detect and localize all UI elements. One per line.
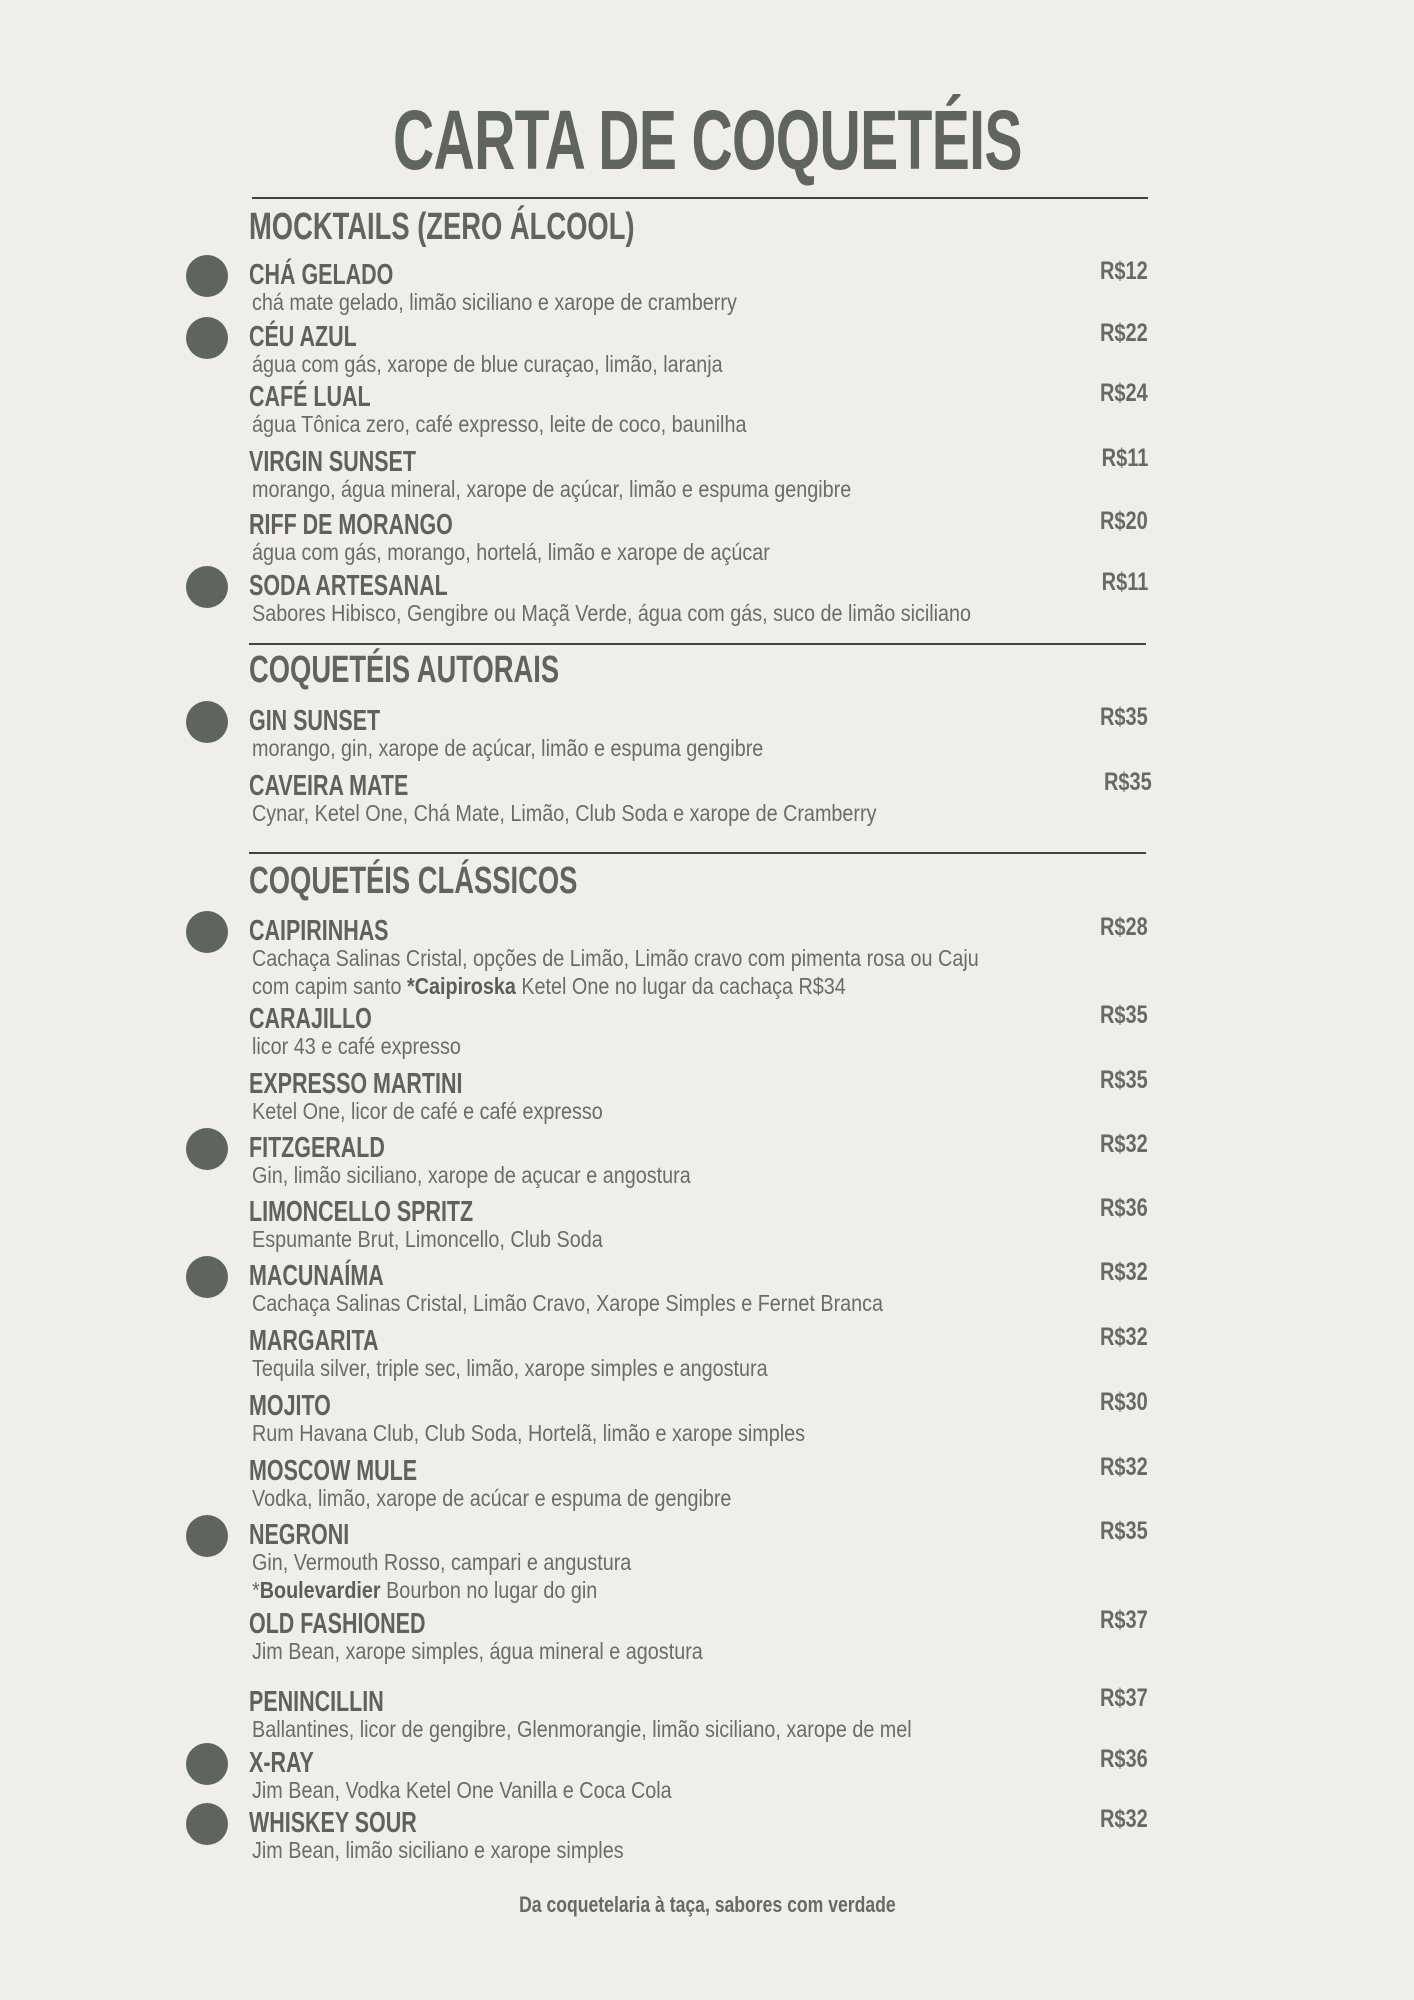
bullet-dot <box>186 1256 228 1298</box>
item-name: NEGRONI <box>249 1519 350 1551</box>
item-description <box>252 1035 461 1058</box>
item-price: R$35 <box>1100 703 1148 731</box>
section-title: COQUETÉIS CLÁSSICOS <box>249 860 578 902</box>
item-name: CHÁ GELADO <box>249 259 394 291</box>
item-description <box>252 1718 912 1741</box>
item-description <box>252 291 737 314</box>
item-name: LIMONCELLO SPRITZ <box>249 1196 474 1228</box>
item-description <box>252 1579 597 1602</box>
item-name: GIN SUNSET <box>249 705 381 737</box>
item-description <box>252 947 979 970</box>
description-text: Sabores Hibisco, Gengibre ou Maçã Verde, água com gás, suco de limão siciliano <box>252 600 972 626</box>
item-name: FITZGERALD <box>249 1132 385 1164</box>
description-text: licor 43 e café expresso <box>252 1033 461 1059</box>
item-price: R$11 <box>1101 568 1148 596</box>
description-text: chá mate gelado, limão siciliano e xarope de cramberry <box>252 289 737 315</box>
description-text: Cachaça Salinas Cristal, opções de Limão, Limão cravo com pimenta rosa ou Caju <box>252 945 979 971</box>
item-name: MARGARITA <box>249 1325 379 1357</box>
section-divider <box>249 852 1146 854</box>
item-name: CÉU AZUL <box>249 321 357 353</box>
item-description <box>252 1100 603 1123</box>
item-price: R$32 <box>1100 1805 1148 1833</box>
item-name: MOSCOW MULE <box>249 1455 418 1487</box>
description-highlight: *Caipiroska <box>407 973 516 999</box>
footer-text: Da coquetelaria à taça, sabores com verdade <box>518 1892 896 1917</box>
description-text: Ketel One no lugar da cachaça R$34 <box>515 973 846 999</box>
item-price: R$32 <box>1100 1130 1148 1158</box>
description-text: Cynar, Ketel One, Chá Mate, Limão, Club Soda e xarope de Cramberry <box>252 800 877 826</box>
description-text: Gin, Vermouth Rosso, campari e angustura <box>252 1549 632 1575</box>
item-price: R$32 <box>1100 1323 1148 1351</box>
item-description <box>252 541 770 564</box>
item-name: X-RAY <box>249 1747 314 1779</box>
description-text: Rum Havana Club, Club Soda, Hortelã, limão e xarope simples <box>252 1420 806 1446</box>
description-text: Vodka, limão, xarope de acúcar e espuma de gengibre <box>252 1485 732 1511</box>
bullet-dot <box>186 1128 228 1170</box>
item-price: R$30 <box>1100 1388 1148 1416</box>
bullet-dot <box>186 317 228 359</box>
item-description <box>252 1422 805 1445</box>
item-name: CAVEIRA MATE <box>249 770 409 802</box>
section-title: MOCKTAILS (ZERO ÁLCOOL) <box>249 206 635 248</box>
bullet-dot <box>186 1515 228 1557</box>
item-price: R$12 <box>1100 257 1148 285</box>
item-name: CAFÉ LUAL <box>249 381 371 413</box>
footer-tagline <box>0 1892 1414 1918</box>
description-text: Jim Bean, Vodka Ketel One Vanilla e Coca Cola <box>252 1777 672 1803</box>
description-text: com capim santo <box>252 973 408 999</box>
item-price: R$20 <box>1100 507 1148 535</box>
item-price: R$35 <box>1100 1517 1148 1545</box>
item-description <box>252 353 723 376</box>
item-price: R$32 <box>1100 1453 1148 1481</box>
description-text: morango, gin, xarope de açúcar, limão e espuma gengibre <box>252 735 764 761</box>
item-price: R$37 <box>1100 1684 1148 1712</box>
item-name: EXPRESSO MARTINI <box>249 1068 463 1100</box>
item-price: R$32 <box>1100 1258 1148 1286</box>
item-description <box>252 1779 672 1802</box>
item-description <box>252 1357 768 1380</box>
item-name: OLD FASHIONED <box>249 1608 426 1640</box>
item-description <box>252 1551 631 1574</box>
section-title: COQUETÉIS AUTORAIS <box>249 649 560 691</box>
description-text: Ketel One, licor de café e café expresso <box>252 1098 603 1124</box>
description-text: * <box>252 1577 260 1603</box>
item-description <box>252 413 746 436</box>
description-text: Cachaça Salinas Cristal, Limão Cravo, Xarope Simples e Fernet Branca <box>252 1290 884 1316</box>
item-price: R$35 <box>1100 1066 1148 1094</box>
description-text: água com gás, morango, hortelá, limão e xarope de açúcar <box>252 539 770 565</box>
bullet-dot <box>186 1743 228 1785</box>
item-description <box>252 975 846 998</box>
item-description <box>252 1487 731 1510</box>
item-name: CAIPIRINHAS <box>249 915 389 947</box>
item-price: R$24 <box>1100 379 1148 407</box>
bullet-dot <box>186 566 228 608</box>
item-description <box>252 737 763 760</box>
description-text: Tequila silver, triple sec, limão, xarope simples e angostura <box>252 1355 768 1381</box>
section-divider <box>249 643 1146 645</box>
description-text: água com gás, xarope de blue curaçao, limão, laranja <box>252 351 723 377</box>
menu-title-text: CARTA DE COQUETÉIS <box>392 93 1022 187</box>
bullet-dot <box>186 1803 228 1845</box>
description-text: Bourbon no lugar do gin <box>380 1577 598 1603</box>
item-description <box>252 1839 624 1862</box>
bullet-dot <box>186 255 228 297</box>
description-text: morango, água mineral, xarope de açúcar, limão e espuma gengibre <box>252 476 852 502</box>
description-text: Jim Bean, limão siciliano e xarope simples <box>252 1837 624 1863</box>
item-description <box>252 1228 603 1251</box>
description-text: água Tônica zero, café expresso, leite de coco, baunilha <box>252 411 747 437</box>
item-name: VIRGIN SUNSET <box>249 446 416 478</box>
description-highlight: Boulevardier <box>259 1577 381 1603</box>
item-description <box>252 1164 691 1187</box>
item-price: R$22 <box>1100 319 1148 347</box>
description-text: Jim Bean, xarope simples, água mineral e agostura <box>252 1638 703 1664</box>
bullet-dot <box>186 701 228 743</box>
item-name: WHISKEY SOUR <box>249 1807 417 1839</box>
item-price: R$36 <box>1100 1745 1148 1773</box>
description-text: Gin, limão siciliano, xarope de açucar e angostura <box>252 1162 691 1188</box>
item-price: R$11 <box>1101 444 1148 472</box>
item-description <box>252 1640 703 1663</box>
item-name: MACUNAÍMA <box>249 1260 384 1292</box>
description-text: Espumante Brut, Limoncello, Club Soda <box>252 1226 603 1252</box>
item-description <box>252 1292 883 1315</box>
description-text: Ballantines, licor de gengibre, Glenmorangie, limão siciliano, xarope de mel <box>252 1716 912 1742</box>
item-price: R$37 <box>1100 1606 1148 1634</box>
item-price: R$35 <box>1100 1001 1148 1029</box>
item-price: R$35 <box>1104 768 1152 796</box>
item-name: RIFF DE MORANGO <box>249 509 453 541</box>
item-price: R$36 <box>1100 1194 1148 1222</box>
menu-title <box>0 93 1414 187</box>
item-name: MOJITO <box>249 1390 331 1422</box>
item-description <box>252 478 851 501</box>
section-divider <box>252 197 1148 199</box>
item-description <box>252 802 876 825</box>
bullet-dot <box>186 911 228 953</box>
item-name: CARAJILLO <box>249 1003 372 1035</box>
item-description <box>252 602 971 625</box>
item-name: PENINCILLIN <box>249 1686 384 1718</box>
item-name: SODA ARTESANAL <box>249 570 448 602</box>
item-price: R$28 <box>1100 913 1148 941</box>
